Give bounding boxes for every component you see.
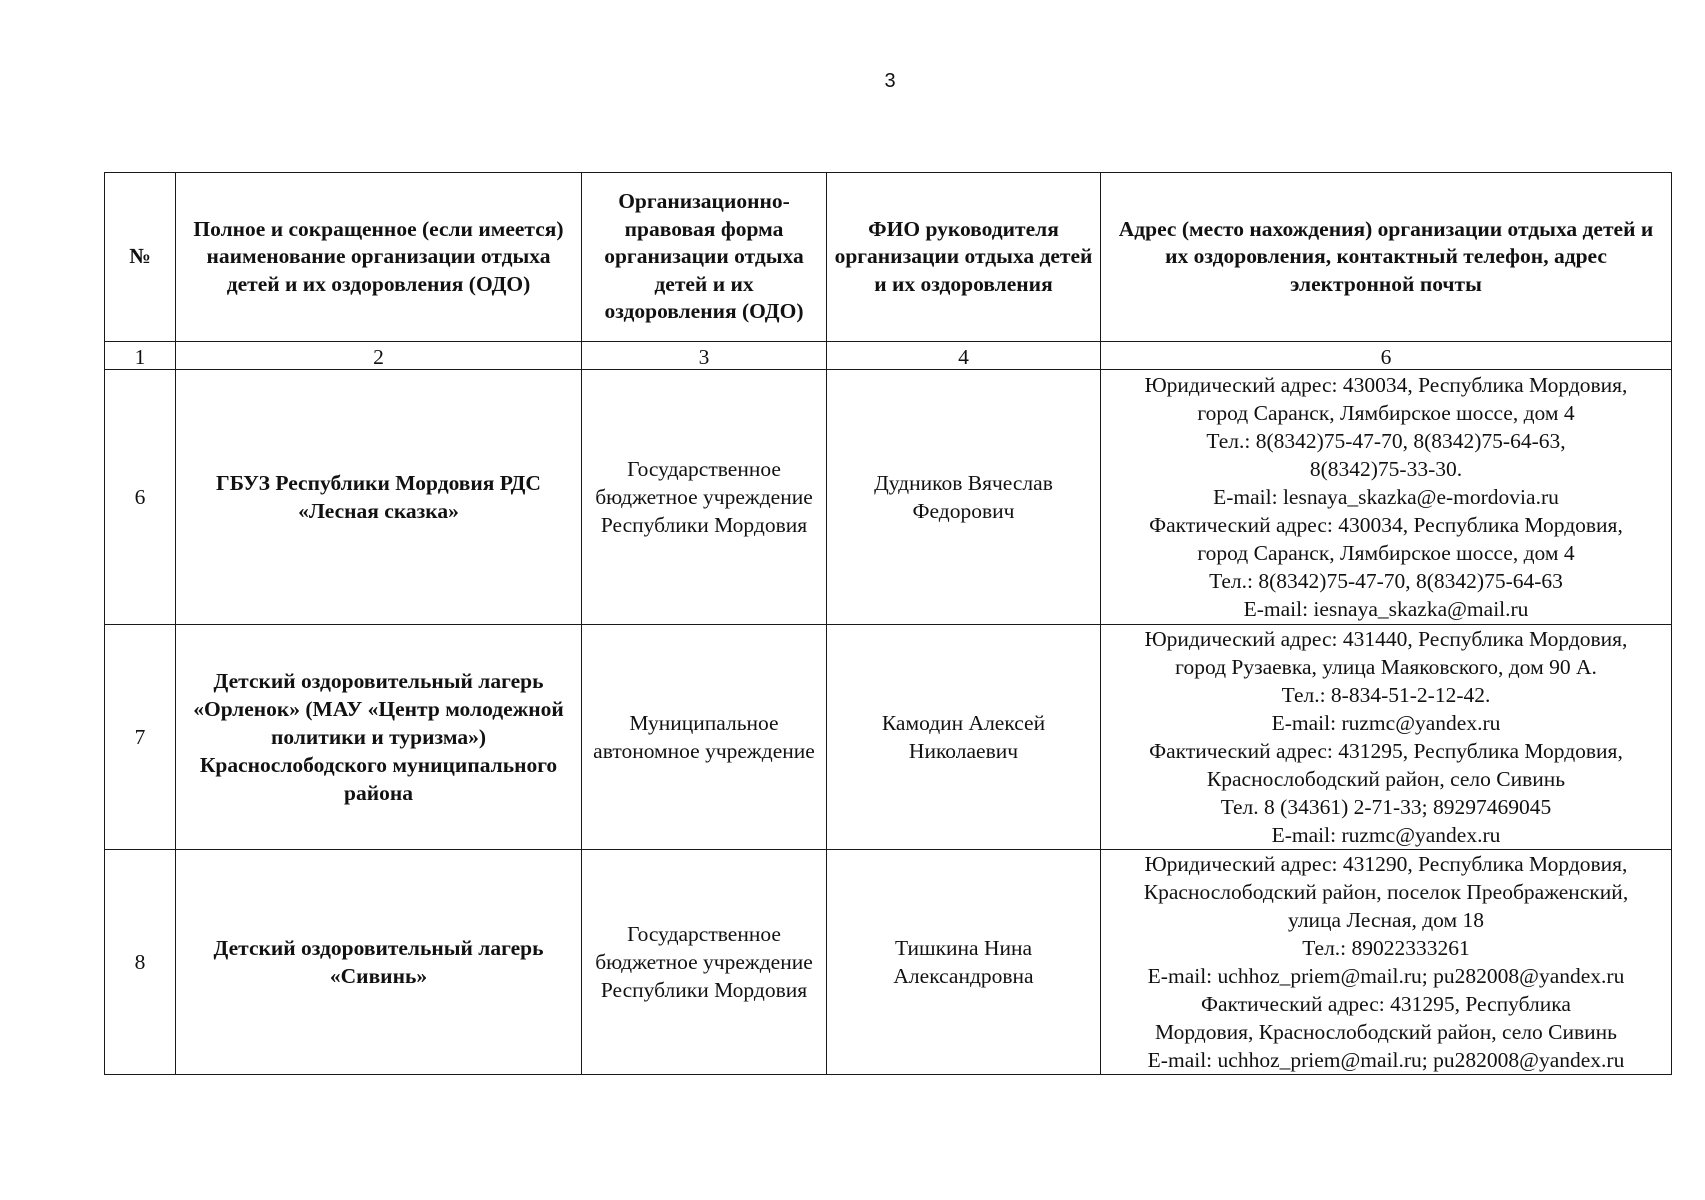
legal-form: Муниципальное автономное учреждение <box>582 625 827 850</box>
address-line: Тел. 8 (34361) 2-71-33; 89297469045 <box>1220 795 1552 819</box>
table-row <box>105 625 1672 850</box>
address-line: Юридический адрес: 431290, Республика Мордовия, <box>1144 852 1628 876</box>
address-line: город Саранск, Лямбирское шоссе, дом 4 <box>1197 541 1575 565</box>
email-line: E-mail: uchhoz_priem@mail.ru; pu282008@yandex.ru <box>1147 1048 1625 1072</box>
head-name: Камодин Алексей Николаевич <box>827 625 1101 850</box>
row-number: 8 <box>105 850 176 1075</box>
email-line: E-mail: uchhoz_priem@mail.ru; pu282008@yandex.ru <box>1147 964 1625 988</box>
column-number: 1 <box>105 342 176 370</box>
column-number: 3 <box>582 342 827 370</box>
address-line: Тел.: 89022333261 <box>1302 936 1470 960</box>
header-number: № <box>105 173 176 342</box>
address-line: Фактический адрес: 431295, Республика <box>1201 992 1571 1016</box>
legal-form: Государственное бюджетное учреждение Республики Мордовия <box>582 370 827 625</box>
table-row <box>105 850 1672 1075</box>
table-header-row <box>105 173 1672 342</box>
head-name: Дудников Вячеслав Федорович <box>827 370 1101 625</box>
address-cell <box>1101 625 1672 850</box>
address-line: Юридический адрес: 430034, Республика Мордовия, <box>1144 373 1628 397</box>
address-line: город Саранск, Лямбирское шоссе, дом 4 <box>1197 401 1575 425</box>
head-name: Тишкина Нина Александровна <box>827 850 1101 1075</box>
address-line: Мордовия, Краснослободский район, село Сивинь <box>1155 1020 1617 1044</box>
row-number: 7 <box>105 625 176 850</box>
row-number: 6 <box>105 370 176 625</box>
email-line: E-mail: lesnaya_skazka@e-mordovia.ru <box>1213 485 1559 509</box>
table-row <box>105 370 1672 625</box>
column-number: 6 <box>1101 342 1672 370</box>
header-org-name: Полное и сокращенное (если имеется) наименование организации отдыха детей и их оздоровления (ОДО) <box>176 173 582 342</box>
org-name: ГБУЗ Республики Мордовия РДС «Лесная сказка» <box>176 370 582 625</box>
address-cell <box>1101 850 1672 1075</box>
address-line: Краснослободский район, село Сивинь <box>1206 767 1566 791</box>
column-number: 4 <box>827 342 1101 370</box>
address-line: Краснослободский район, поселок Преображенский, <box>1143 880 1629 904</box>
column-numbers-row <box>105 342 1672 370</box>
email-line: E-mail: iesnaya_skazka@mail.ru <box>1243 597 1529 621</box>
address-cell <box>1101 370 1672 625</box>
address-line: 8(8342)75-33-30. <box>1309 457 1463 481</box>
address-line: Тел.: 8(8342)75-47-70, 8(8342)75-64-63 <box>1209 569 1563 593</box>
org-name: Детский оздоровительный лагерь «Орленок» (МАУ «Центр молодежной политики и туризма») Краснослободского муниципального района <box>176 625 582 850</box>
address-line: улица Лесная, дом 18 <box>1288 908 1484 932</box>
address-line: Тел.: 8(8342)75-47-70, 8(8342)75-64-63, <box>1206 429 1566 453</box>
header-legal-form: Организационно-правовая форма организации отдыха детей и их оздоровления (ОДО) <box>582 173 827 342</box>
org-name: Детский оздоровительный лагерь «Сивинь» <box>176 850 582 1075</box>
address-line: Фактический адрес: 430034, Республика Мордовия, <box>1149 513 1623 537</box>
column-number: 2 <box>176 342 582 370</box>
legal-form: Государственное бюджетное учреждение Республики Мордовия <box>582 850 827 1075</box>
address-line: Фактический адрес: 431295, Республика Мордовия, <box>1149 739 1623 763</box>
header-address: Адрес (место нахождения) организации отдыха детей и их оздоровления, контактный телефон, адрес электронной почты <box>1101 173 1672 342</box>
address-line: Юридический адрес: 431440, Республика Мордовия, <box>1144 627 1628 651</box>
address-line: город Рузаевка, улица Маяковского, дом 90 А. <box>1175 655 1597 679</box>
header-head-name: ФИО руководителя организации отдыха детей и их оздоровления <box>827 173 1101 342</box>
page-number: 3 <box>884 70 896 92</box>
address-line: Тел.: 8-834-51-2-12-42. <box>1281 683 1491 707</box>
email-line: E-mail: ruzmc@yandex.ru <box>1271 823 1501 847</box>
email-line: E-mail: ruzmc@yandex.ru <box>1271 711 1501 735</box>
organizations-table <box>104 172 1672 1075</box>
